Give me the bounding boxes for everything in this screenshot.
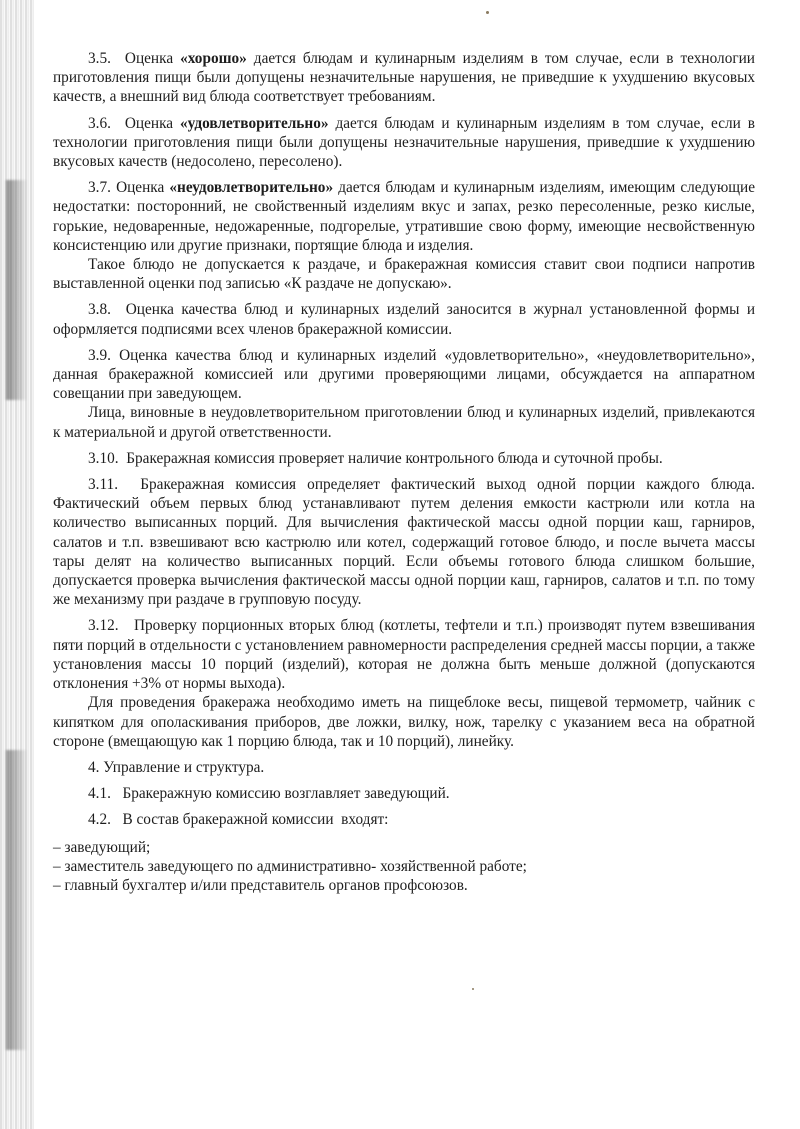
scan-speck	[486, 11, 489, 14]
paragraph-3-11: 3.11. Бракеражная комиссия определяет фактический выход одной порции каждого блюда. Фактический объем первых блюд устанавливают путем деления емкости кастрюли или котла на количество выписанных порций. Для вычисления фактической массы одной порции каш, гарниров, салатов и т.п. взвешивают всю кастрюлю или котел, содержащий готовое блюдо, и после вычета массы тары делят на количество выписанных порций. Если объемы готового блюда слишком большие, допускается проверка вычисления фактической массы одной порции каш, гарниров, салатов и т.п. по тому же механизму при раздаче в групповую посуду.	[53, 476, 755, 609]
list-item: – заместитель заведующего по административно- хозяйственной работе;	[53, 857, 527, 875]
section-4-heading: 4. Управление и структура.	[88, 758, 265, 776]
section-number: 3.8.	[88, 301, 111, 319]
paragraph-4-2: 4.2. В состав бракеражной комиссии входят:	[88, 811, 389, 829]
section-number: 3.7.	[88, 179, 111, 197]
paragraph-3-12-continuation: Для проведения бракеража необходимо иметь на пищеблоке весы, пищевой термометр, чайник с кипятком для ополаскивания приборов, две ложки, вилку, нож, тарелку с указанием веса на обратной стороне (вмещающую как 1 порцию блюда, так и 10 порций), линейку.	[53, 694, 755, 750]
scan-edge-artifact	[0, 0, 34, 1129]
scan-speck	[472, 988, 474, 990]
paragraph-3-12: 3.12. Проверку порционных вторых блюд (котлеты, тефтели и т.п.) производят путем взвешивания пяти порций в отдельности с установлением равномерности распределения средней массы порции, а также установления массы 10 порций (изделий), которая не должна быть меньше должной (допускаются отклонения +3% от нормы выхода).	[53, 617, 755, 693]
section-number: 3.5.	[88, 50, 111, 67]
section-number: 4.1.	[88, 785, 111, 803]
paragraph-4-1: 4.1. Бракеражную комиссию возглавляет заведующий.	[88, 785, 450, 803]
list-item: – заведующий;	[53, 838, 151, 856]
section-number: 3.6.	[88, 114, 111, 132]
rating-term: «удовлетворительно»	[180, 114, 329, 132]
rating-term: «неудовлетворительно»	[169, 179, 334, 197]
paragraph-3-9-continuation: Лица, виновные в неудовлетворительном приготовлении блюд и кулинарных изделий, привлекаются к материальной и другой ответственности.	[53, 404, 755, 441]
paragraph-3-10: 3.10. Бракеражная комиссия проверяет наличие контрольного блюда и суточной пробы.	[88, 449, 663, 467]
section-number: 3.12.	[88, 617, 119, 635]
rating-term: «хорошо»	[180, 50, 247, 67]
section-number: 3.9.	[88, 346, 111, 364]
paragraph-3-5: 3.5. Оценка «хорошо» дается блюдам и кулинарным изделиям в том случае, если в технологии приготовления пищи были допущены незначительные нарушения, не приведшие к ухудшению вкусовых качеств, а внешний вид блюда соответствует требованиям.	[53, 50, 755, 106]
commission-members-list	[53, 838, 755, 896]
list-item: – главный бухгалтер и/или представитель органов профсоюзов.	[53, 876, 468, 894]
paragraph-3-7: 3.7. Оценка «неудовлетворительно» дается блюдам и кулинарным изделиям, имеющим следующие недостатки: посторонний, не свойственный изделиям вкус и запах, резко пересоленные, резко кислые, горькие, недоваренные, недожаренные, подгорелые, утратившие свою форму, имеющие несвойственную консистенцию или другие признаки, портящие блюда и изделия.	[53, 179, 755, 254]
paragraph-3-6: 3.6. Оценка «удовлетворительно» дается блюдам и кулинарным изделиям в том случае, если в технологии приготовления пищи были допущены незначительные нарушения, приведшие к ухудшению вкусовых качеств (недосолено, пересолено).	[53, 114, 755, 171]
paragraph-3-9: 3.9. Оценка качества блюд и кулинарных изделий «удовлетворительно», «неудовлетворительно», данная бракеражной комиссией или другими проверяющими лицами, обсуждается на аппаратном совещании при заведующем.	[53, 346, 756, 403]
section-number: 3.10.	[88, 449, 119, 467]
section-number: 4.2.	[88, 811, 111, 829]
section-number: 3.11.	[88, 476, 119, 494]
document-page	[53, 49, 755, 895]
paragraph-3-8: 3.8. Оценка качества блюд и кулинарных изделий заносится в журнал установленной формы и оформляется подписями всех членов бракеражной комиссии.	[53, 301, 755, 338]
paragraph-3-7-continuation: Такое блюдо не допускается к раздаче, и бракеражная комиссия ставит свои подписи напротив выставленной оценки под записью «К раздаче не допускаю».	[53, 256, 755, 293]
